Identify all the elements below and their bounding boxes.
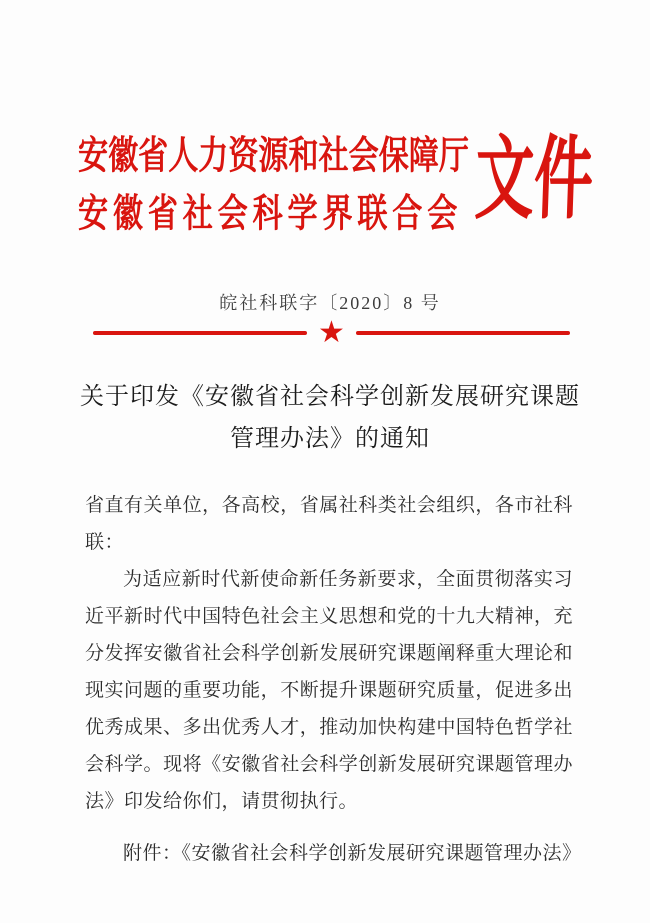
notice-body — [85, 487, 582, 872]
notice-title-line-2: 管理办法》的通知 — [230, 426, 430, 452]
separator-line-left — [93, 331, 307, 335]
document-type-label: 文件 — [473, 128, 595, 230]
reference-number: 皖社科联字〔2020〕8 号 — [219, 293, 441, 313]
issuer-names — [78, 122, 470, 238]
attachment-line: 附件：《安徽省社会科学创新发展研究课题管理办法》 — [123, 843, 582, 864]
star-icon: ★ — [318, 316, 345, 349]
separator-line-right — [356, 331, 570, 335]
issuer-name-2: 安徽省社会科学界联合会 — [78, 190, 463, 235]
issuer-name-1: 安徽省人力资源和社会保障厅 — [78, 132, 469, 177]
notice-title-line-1: 关于印发《安徽省社会科学创新发展研究课题 — [80, 384, 580, 410]
letterhead — [78, 122, 595, 238]
recipients-line: 省直有关单位，各高校，省属社科类社会组织，各市社科联： — [85, 495, 573, 553]
notice-paragraph: 为适应新时代新使命新任务新要求，全面贯彻落实习近平新时代中国特色社会主义思想和党的十九大精神，充分发挥安徽省社会科学创新发展研究课题阐释重大理论和现实问题的重要功能，不断提升课题研究质量，促进多出优秀成果、多出优秀人才，推动加快构建中国特色哲学社会科学。现将《安徽省社会科学创新发展研究课题管理办法》印发给你们，请贯彻执行。 — [85, 569, 573, 812]
red-separator — [93, 318, 570, 348]
issuer-name-row-1 — [78, 122, 470, 180]
notice-title — [60, 376, 600, 460]
issuer-name-row-2 — [78, 180, 470, 238]
